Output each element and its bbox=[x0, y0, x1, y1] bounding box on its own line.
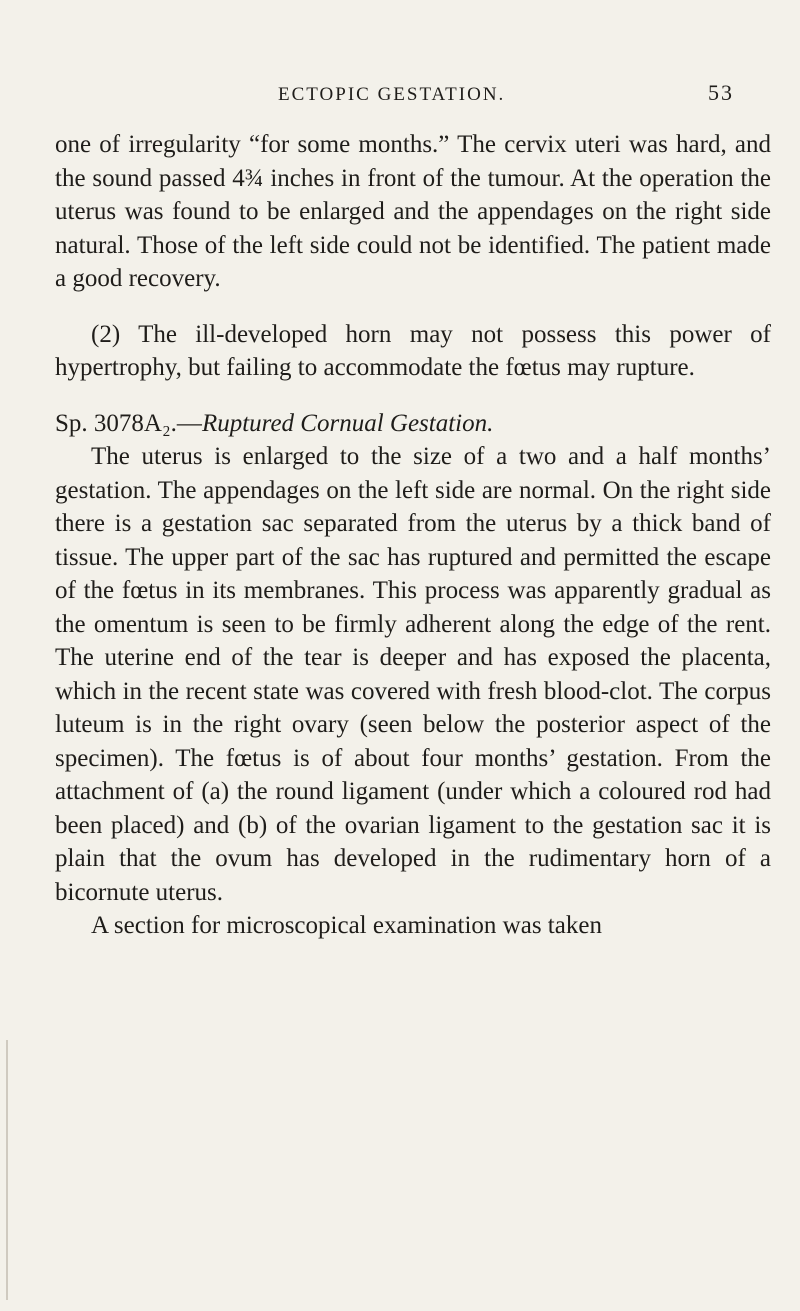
paragraph-continuation: one of irregularity “for some months.” The cervix uteri was hard, and the sound passed 4¾ inches in front of the tumour. At the operation the uterus was found to be enlarged and the appendages on the right side natural. Those of the left side could not be identified. The patient made a good recovery. bbox=[55, 131, 771, 292]
page-number: 53 bbox=[708, 80, 734, 105]
specimen-title: Ruptured Cornual Gestation. bbox=[201, 409, 494, 437]
specimen-heading bbox=[55, 407, 771, 441]
page-header bbox=[0, 80, 800, 110]
paragraph-specimen-description: The uterus is enlarged to the size of a two and a half months’ gestation. The appendages on the left side are normal. On the right side there is a gestation sac separated from the uterus by a thick band of tissue. The upper part of the sac has ruptured and permitted the escape of the fœtus in its membranes. This process was apparently gradual as the omentum is seen to be firmly adherent along the edge of the rent. The uterine end of the tear is deeper and has exposed the placenta, which in the recent state was covered with fresh blood-clot. The corpus luteum is in the right ovary (seen below the posterior aspect of the specimen). The fœtus is of about four months’ gestation. From the attachment of (a) the round ligament (under which a coloured rod had been placed) and (b) of the ovarian ligament to the gestation sac it is plain that the ovum has developed in the rudimentary horn of a bicornute uterus. bbox=[55, 443, 771, 906]
specimen-number: Sp. 3078A₂.— bbox=[55, 409, 202, 437]
paragraph-ill-developed-horn: (2) The ill-developed horn may not possess this power of hypertrophy, but failing to accommodate the fœtus may rupture. bbox=[55, 320, 771, 381]
paragraph-microscopic-section: A section for microscopical examination was taken bbox=[91, 912, 602, 939]
page-edge-shadow bbox=[6, 1040, 8, 1300]
body-text bbox=[55, 128, 771, 943]
running-head: ECTOPIC GESTATION. bbox=[278, 84, 506, 105]
